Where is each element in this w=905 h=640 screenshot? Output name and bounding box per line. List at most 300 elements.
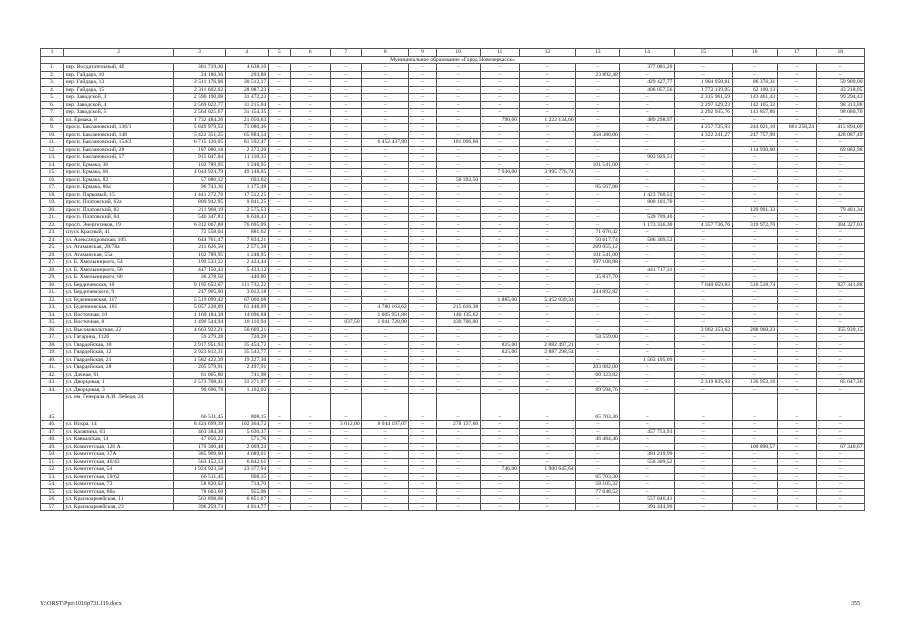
address-cell: просп. Баклановский, 57	[64, 154, 174, 162]
value-cell: 2 297 329,23	[674, 101, 732, 109]
value-cell: –	[576, 458, 620, 466]
row-number: 22.	[41, 221, 64, 229]
column-header: 7	[330, 49, 361, 57]
value-cell: 429 427,77	[620, 79, 675, 87]
value-cell: –	[519, 154, 576, 162]
value-cell: –	[362, 71, 409, 79]
value-cell: 30 512,17	[225, 79, 268, 87]
address-cell: ул. Комитетская, 126 А	[64, 443, 174, 451]
value-cell: –	[409, 503, 436, 511]
value-cell: –	[268, 161, 290, 169]
value-cell: –	[409, 176, 436, 184]
value-cell: –	[816, 71, 864, 79]
value-cell: –	[576, 421, 620, 429]
value-cell: –	[777, 379, 816, 387]
table-row	[41, 214, 865, 222]
value-cell: –	[674, 386, 732, 394]
value-cell: 563 152,13	[174, 458, 225, 466]
value-cell: 244 892,82	[576, 289, 620, 297]
value-cell: 571,76	[225, 436, 268, 444]
value-cell: –	[290, 124, 330, 132]
value-cell: 79 401,34	[816, 206, 864, 214]
value-cell: –	[480, 281, 519, 289]
value-cell: 293,88	[225, 71, 268, 79]
row-number: 47.	[41, 428, 64, 436]
value-cell: 90 696,78	[174, 386, 225, 394]
value-cell: –	[519, 386, 576, 394]
value-cell: –	[480, 334, 519, 342]
value-cell: –	[409, 161, 436, 169]
value-cell: –	[519, 64, 576, 72]
value-cell: –	[330, 274, 361, 282]
value-cell: –	[777, 116, 816, 124]
value-cell: 65 703,30	[576, 394, 620, 421]
table-row	[41, 244, 865, 252]
value-cell: –	[290, 229, 330, 237]
value-cell: –	[674, 251, 732, 259]
table-row	[41, 394, 865, 421]
address-cell: ул. Комитетская, 37А	[64, 451, 174, 459]
value-cell: –	[409, 146, 436, 154]
value-cell: –	[816, 304, 864, 312]
value-cell: –	[732, 311, 777, 319]
row-number: 45.	[41, 394, 64, 421]
table-row	[41, 131, 865, 139]
value-cell: –	[777, 236, 816, 244]
value-cell: –	[732, 289, 777, 297]
address-cell: просп. Парковый, 15	[64, 191, 174, 199]
value-cell: –	[268, 289, 290, 297]
value-cell: –	[674, 244, 732, 252]
value-cell: –	[330, 481, 361, 489]
value-cell: –	[268, 311, 290, 319]
value-cell: 1 222 134,66	[519, 116, 576, 124]
value-cell: –	[674, 304, 732, 312]
value-cell: –	[674, 214, 732, 222]
value-cell: –	[480, 428, 519, 436]
value-cell: –	[620, 146, 675, 154]
value-cell: 9 841,25	[225, 199, 268, 207]
value-cell: 6 312 067,88	[174, 221, 225, 229]
value-cell: –	[268, 221, 290, 229]
value-cell: –	[268, 274, 290, 282]
value-cell: –	[409, 94, 436, 102]
value-cell: –	[732, 274, 777, 282]
table-row	[41, 496, 865, 504]
value-cell: –	[576, 221, 620, 229]
address-cell: пер. Заводской, 3	[64, 94, 174, 102]
value-cell: –	[777, 139, 816, 147]
value-cell: –	[268, 466, 290, 474]
value-cell: –	[268, 206, 290, 214]
row-number: 3.	[41, 79, 64, 87]
table-row	[41, 356, 865, 364]
value-cell: –	[777, 199, 816, 207]
row-number: 2.	[41, 71, 64, 79]
value-cell: –	[268, 481, 290, 489]
value-cell: –	[576, 94, 620, 102]
value-cell: –	[480, 244, 519, 252]
value-cell: –	[330, 259, 361, 267]
value-cell: –	[290, 488, 330, 496]
value-cell: –	[362, 289, 409, 297]
value-cell: 114 930,00	[732, 146, 777, 154]
value-cell: –	[816, 386, 864, 394]
value-cell: –	[290, 221, 330, 229]
value-cell: –	[777, 451, 816, 459]
value-cell: –	[576, 428, 620, 436]
value-cell: –	[268, 154, 290, 162]
table-row	[41, 184, 865, 192]
value-cell: –	[777, 503, 816, 511]
value-cell: –	[620, 206, 675, 214]
value-cell: 69 882,98	[816, 146, 864, 154]
value-cell: –	[732, 503, 777, 511]
value-cell: –	[409, 64, 436, 72]
value-cell: 1 441 272,76	[174, 191, 225, 199]
value-cell: –	[409, 116, 436, 124]
value-cell: –	[519, 94, 576, 102]
value-cell: –	[480, 221, 519, 229]
table-row	[41, 311, 865, 319]
row-number: 25.	[41, 244, 64, 252]
column-header: 12	[519, 49, 576, 57]
value-cell: –	[816, 169, 864, 177]
value-cell: –	[290, 341, 330, 349]
value-cell: –	[290, 199, 330, 207]
value-cell: –	[330, 221, 361, 229]
address-cell: спуск Красный, 41	[64, 229, 174, 237]
value-cell: –	[732, 236, 777, 244]
value-cell: –	[409, 319, 436, 327]
municipality-title: Муниципальное образование «Город Новочеркасск»	[41, 56, 865, 64]
value-cell: –	[777, 394, 816, 421]
value-cell: –	[816, 191, 864, 199]
value-cell: –	[330, 443, 361, 451]
value-cell: –	[519, 109, 576, 117]
value-cell: –	[362, 199, 409, 207]
value-cell: –	[816, 451, 864, 459]
value-cell: –	[480, 326, 519, 334]
value-cell: –	[480, 311, 519, 319]
table-row	[41, 451, 865, 459]
value-cell: –	[362, 349, 409, 357]
value-cell: –	[732, 334, 777, 342]
value-cell: –	[674, 458, 732, 466]
value-cell: 428 087,49	[816, 131, 864, 139]
value-cell: 2 887 298,54	[519, 349, 576, 357]
table-row	[41, 386, 865, 394]
row-number: 46.	[41, 421, 64, 429]
value-cell: –	[732, 421, 777, 429]
value-cell: –	[436, 341, 480, 349]
value-cell: –	[674, 274, 732, 282]
value-cell: 4 689,01	[225, 451, 268, 459]
row-number: 41.	[41, 364, 64, 372]
row-number: 44.	[41, 386, 64, 394]
table-row	[41, 86, 865, 94]
value-cell: –	[436, 364, 480, 372]
value-cell: –	[816, 64, 864, 72]
value-cell: –	[480, 236, 519, 244]
value-cell: –	[777, 481, 816, 489]
value-cell: 881,62	[225, 229, 268, 237]
value-cell: –	[777, 496, 816, 504]
value-cell: –	[330, 124, 361, 132]
value-cell: 209 055,12	[576, 244, 620, 252]
value-cell: –	[362, 259, 409, 267]
value-cell: –	[620, 259, 675, 267]
value-cell: –	[480, 109, 519, 117]
value-cell: 101 541,00	[576, 251, 620, 259]
value-cell: 6 715 126,05	[174, 139, 225, 147]
value-cell: –	[362, 169, 409, 177]
value-cell: –	[519, 214, 576, 222]
value-cell: 71 676,42	[576, 229, 620, 237]
value-cell: –	[576, 101, 620, 109]
value-cell: 11 118,33	[225, 154, 268, 162]
value-cell: –	[268, 326, 290, 334]
value-cell: –	[268, 139, 290, 147]
value-cell: –	[409, 341, 436, 349]
value-cell: 102 789,95	[174, 251, 225, 259]
row-number: 32.	[41, 296, 64, 304]
address-cell: ул. Гвардейская, 12	[64, 349, 174, 357]
table-row	[41, 146, 865, 154]
value-cell: –	[362, 229, 409, 237]
address-cell: ул. Дворцовая, 1	[64, 379, 174, 387]
value-cell: –	[816, 251, 864, 259]
value-cell: –	[480, 386, 519, 394]
value-cell: –	[620, 229, 675, 237]
value-cell: –	[290, 379, 330, 387]
value-cell: –	[268, 124, 290, 132]
value-cell: –	[330, 466, 361, 474]
value-cell: –	[362, 64, 409, 72]
value-cell: –	[268, 334, 290, 342]
value-cell: 861 258,24	[777, 124, 816, 132]
value-cell: –	[330, 304, 361, 312]
value-cell: –	[290, 266, 330, 274]
value-cell: –	[732, 199, 777, 207]
column-header: 6	[290, 49, 330, 57]
value-cell: –	[674, 161, 732, 169]
value-cell: –	[620, 289, 675, 297]
value-cell: –	[330, 199, 361, 207]
value-cell: 211 968,19	[174, 206, 225, 214]
value-cell: –	[290, 311, 330, 319]
address-cell: ул. Б. Хмельницкого, 56	[64, 266, 174, 274]
value-cell: –	[732, 296, 777, 304]
value-cell: –	[816, 139, 864, 147]
address-cell: просп. Энергетиков, 19	[64, 221, 174, 229]
value-cell: 741,98	[225, 371, 268, 379]
value-cell: 1 490 544,94	[174, 319, 225, 327]
value-cell: –	[576, 206, 620, 214]
value-cell: –	[576, 466, 620, 474]
value-cell: –	[362, 503, 409, 511]
value-cell: –	[330, 488, 361, 496]
value-cell: –	[290, 71, 330, 79]
address-cell: ул. Гвардейская, 28	[64, 364, 174, 372]
page-number: 355	[851, 601, 860, 607]
row-number: 50.	[41, 451, 64, 459]
value-cell: –	[480, 458, 519, 466]
address-cell: пер. Заводской, 4	[64, 101, 174, 109]
value-cell: –	[816, 481, 864, 489]
value-cell: –	[620, 281, 675, 289]
value-cell: –	[436, 229, 480, 237]
value-cell: –	[777, 131, 816, 139]
table-row	[41, 319, 865, 327]
value-cell: 278 137,60	[436, 421, 480, 429]
value-cell: 56 669,21	[225, 326, 268, 334]
value-cell: –	[674, 443, 732, 451]
value-cell: –	[620, 251, 675, 259]
value-cell: 2 564 025,67	[174, 109, 225, 117]
value-cell: 67 340,67	[816, 443, 864, 451]
value-cell: –	[480, 229, 519, 237]
value-cell: –	[268, 251, 290, 259]
value-cell: 556 309,52	[620, 458, 675, 466]
value-cell: –	[409, 206, 436, 214]
value-cell: 693,62	[225, 176, 268, 184]
value-cell: –	[777, 206, 816, 214]
value-cell: –	[674, 146, 732, 154]
value-cell: –	[330, 266, 361, 274]
value-cell: –	[777, 259, 816, 267]
value-cell: 1 175,48	[225, 184, 268, 192]
value-cell: –	[777, 94, 816, 102]
value-cell: –	[409, 199, 436, 207]
value-cell: 67 060,08	[225, 296, 268, 304]
value-cell: –	[330, 86, 361, 94]
value-cell: 915 047,84	[174, 154, 225, 162]
value-cell: 35 837,70	[576, 274, 620, 282]
address-cell: ул. Гвардейская, 10	[64, 341, 174, 349]
value-cell: –	[576, 266, 620, 274]
address-cell: ул. Комитетская, 59/62	[64, 473, 174, 481]
value-cell: –	[268, 71, 290, 79]
value-cell: 18 110,94	[225, 319, 268, 327]
value-cell: –	[576, 146, 620, 154]
value-cell: 35 454,72	[225, 341, 268, 349]
address-cell: ул. Буденновская, 117	[64, 296, 174, 304]
value-cell: –	[330, 154, 361, 162]
value-cell: –	[777, 274, 816, 282]
table-row	[41, 139, 865, 147]
value-cell: –	[362, 161, 409, 169]
value-cell: 546 347,83	[174, 214, 225, 222]
value-cell: –	[674, 334, 732, 342]
value-cell: –	[409, 356, 436, 364]
value-cell: 457 753,93	[620, 428, 675, 436]
value-cell: –	[330, 503, 361, 511]
value-cell: –	[436, 199, 480, 207]
table-row	[41, 116, 865, 124]
value-cell: –	[409, 349, 436, 357]
value-cell: 247 905,00	[174, 289, 225, 297]
value-cell: 539 709,40	[620, 214, 675, 222]
value-cell: –	[268, 496, 290, 504]
value-cell: 903 929,51	[620, 154, 675, 162]
value-cell: –	[409, 364, 436, 372]
value-cell: –	[409, 191, 436, 199]
value-cell: 2 917 951,93	[174, 341, 225, 349]
address-cell: пер. Гайдара, 10	[64, 71, 174, 79]
value-cell: –	[732, 496, 777, 504]
value-cell: –	[777, 79, 816, 87]
value-cell: 31 472,23	[225, 94, 268, 102]
value-cell: –	[674, 169, 732, 177]
value-cell: –	[777, 473, 816, 481]
value-cell: –	[816, 503, 864, 511]
value-cell: –	[519, 146, 576, 154]
value-cell: –	[290, 139, 330, 147]
value-cell: 89 594,76	[576, 386, 620, 394]
table-row	[41, 289, 865, 297]
value-cell: –	[620, 94, 675, 102]
row-number: 8.	[41, 116, 64, 124]
value-cell: –	[330, 191, 361, 199]
value-cell: –	[290, 184, 330, 192]
value-cell: –	[519, 184, 576, 192]
value-cell: –	[436, 481, 480, 489]
address-cell: ул. Красноармейская, 23	[64, 503, 174, 511]
value-cell: –	[409, 71, 436, 79]
row-number: 5.	[41, 94, 64, 102]
value-cell: –	[436, 259, 480, 267]
value-cell: –	[816, 176, 864, 184]
value-cell: –	[480, 139, 519, 147]
row-number: 24.	[41, 236, 64, 244]
value-cell: –	[777, 458, 816, 466]
value-cell: 71 080,46	[225, 124, 268, 132]
value-cell: –	[519, 131, 576, 139]
value-cell: 7 936,00	[480, 169, 519, 177]
value-cell: –	[519, 304, 576, 312]
value-cell: –	[290, 161, 330, 169]
value-cell: –	[674, 364, 732, 372]
value-cell: 24 186,36	[174, 71, 225, 79]
value-cell: 714,70	[225, 481, 268, 489]
value-cell: –	[436, 458, 480, 466]
value-cell: –	[620, 244, 675, 252]
value-cell: 129 991,32	[732, 206, 777, 214]
row-number: 35.	[41, 319, 64, 327]
value-cell: –	[290, 176, 330, 184]
value-cell: –	[362, 101, 409, 109]
value-cell: 1 005 951,88	[362, 311, 409, 319]
table-row	[41, 169, 865, 177]
value-cell: –	[436, 386, 480, 394]
value-cell: 203 082,00	[576, 364, 620, 372]
value-cell: –	[436, 289, 480, 297]
value-cell: –	[620, 139, 675, 147]
value-cell: –	[362, 473, 409, 481]
address-cell: просп. Платовский, 62а	[64, 199, 174, 207]
value-cell: 809 942,95	[174, 199, 225, 207]
value-cell: 3 962 353,62	[674, 326, 732, 334]
file-path: Y:\ORST\Ppo\1016p731.f19.docx	[40, 601, 122, 607]
value-cell: –	[480, 371, 519, 379]
row-number: 42.	[41, 371, 64, 379]
row-number: 29.	[41, 274, 64, 282]
value-cell: –	[816, 394, 864, 421]
value-cell: –	[409, 86, 436, 94]
value-cell: –	[576, 109, 620, 117]
address-cell: ул. Бердичевского, 9	[64, 289, 174, 297]
